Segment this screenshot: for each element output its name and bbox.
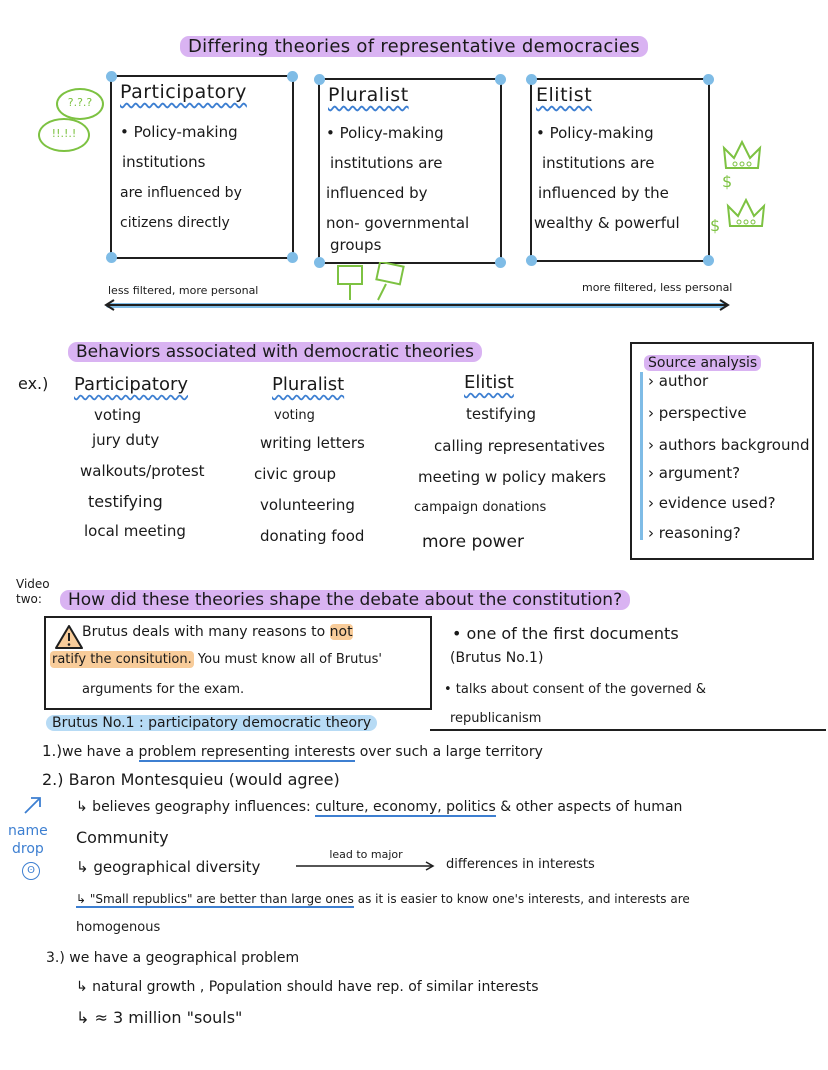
behavior-item: calling representatives	[434, 437, 605, 455]
behavior-heading-pluralist: Pluralist	[272, 374, 345, 395]
behavior-heading-participatory: Participatory	[74, 374, 189, 395]
source-analysis-item: › argument?	[648, 464, 741, 482]
theory-line: institutions are	[542, 154, 655, 172]
behavior-item: voting	[274, 408, 315, 423]
theory-line: influenced by the	[538, 184, 669, 202]
behavior-item: testifying	[88, 492, 163, 511]
theory-line: • Policy-making	[326, 124, 444, 142]
source-analysis-item: › authors background	[648, 436, 810, 454]
brutus-point-2-sub1: ↳ believes geography influences: culture, economy, politics & other aspects of human	[76, 799, 683, 815]
side-note: • talks about consent of the governed &	[444, 682, 707, 697]
behavior-item: campaign donations	[414, 500, 547, 515]
theory-title: Participatory	[120, 81, 247, 103]
behavior-item: donating food	[260, 527, 365, 545]
theory-line: groups	[330, 236, 382, 254]
warning-line-3: arguments for the exam.	[82, 682, 245, 697]
source-analysis-title: Source analysis	[644, 352, 761, 371]
source-analysis-item: › perspective	[648, 404, 747, 422]
behaviors-title: Behaviors associated with democratic theories	[68, 342, 482, 362]
ex-label: ex.)	[18, 374, 49, 393]
brutus-point-2-sub2-result: differences in interests	[446, 857, 595, 872]
name-drop-label: name drop	[8, 823, 48, 857]
video-label: Video two:	[16, 577, 50, 606]
speech-bubble-icon: !!.!.!	[38, 118, 90, 152]
source-analysis-rule	[640, 372, 643, 540]
spectrum-right-label: more filtered, less personal	[582, 281, 733, 294]
theory-box-participatory	[110, 75, 294, 259]
theory-line: wealthy & powerful	[534, 214, 680, 232]
brutus-point-3: 3.) we have a geographical problem	[46, 950, 300, 966]
crown-icon	[724, 198, 768, 234]
brutus-heading: Brutus No.1 : participatory democratic theory	[46, 712, 377, 731]
behavior-heading-elitist: Elitist	[464, 372, 514, 393]
behavior-item: voting	[94, 406, 142, 424]
source-analysis-item: › author	[648, 372, 709, 390]
behavior-item: volunteering	[260, 496, 355, 514]
arrow-up-right-icon	[22, 794, 44, 816]
theory-line: non- governmental	[326, 214, 470, 232]
theory-line: citizens directly	[120, 215, 230, 231]
theory-line: • Policy-making	[536, 124, 654, 142]
brutus-point-2-sub3-cont: homogenous	[76, 920, 161, 935]
theory-line: • Policy-making	[120, 123, 238, 141]
warning-box	[44, 616, 432, 710]
behavior-item: more power	[422, 532, 524, 552]
spectrum-left-label: less filtered, more personal	[108, 284, 259, 297]
warning-icon	[54, 624, 84, 650]
behavior-item: local meeting	[84, 522, 186, 540]
page-title: Differing theories of representative democracies	[180, 36, 648, 57]
brutus-point-2-sub2: ↳ geographical diversity	[76, 858, 261, 876]
theory-line: influenced by	[326, 184, 428, 202]
behavior-item: testifying	[466, 405, 537, 423]
theory-line: are influenced by	[120, 185, 242, 201]
theory-title: Elitist	[536, 84, 593, 106]
behavior-item: civic group	[254, 465, 337, 483]
brutus-point-2-sub3: ↳ "Small republics" are better than large ones as it is easier to know one's interests, and interests are	[76, 892, 690, 906]
arrow-right-icon	[296, 861, 436, 871]
dollar-icon: $	[710, 216, 721, 235]
behavior-item: jury duty	[92, 431, 160, 449]
speech-bubble-icon: ?.?.?	[56, 88, 104, 120]
lead-to-arrow: lead to major	[296, 848, 436, 871]
side-note: republicanism	[450, 711, 542, 726]
theory-box-pluralist	[318, 78, 502, 264]
brutus-point-1: 1.)we have a problem representing interests over such a large territory	[42, 742, 543, 760]
brutus-point-2: 2.) Baron Montesquieu (would agree)	[42, 770, 340, 789]
warning-line-1: Brutus deals with many reasons to not	[82, 624, 353, 640]
brutus-point-3-sub1: ↳ natural growth , Population should have rep. of similar interests	[76, 979, 539, 995]
source-analysis-item: › evidence used?	[648, 494, 776, 512]
brutus-point-2-sub1-cont: Community	[76, 828, 169, 847]
spectrum-arrow	[102, 298, 732, 312]
theory-line: institutions	[122, 153, 206, 171]
side-note: • one of the first documents	[452, 624, 679, 643]
source-analysis-item: › reasoning?	[648, 524, 741, 542]
behavior-item: walkouts/protest	[80, 462, 205, 480]
theory-title: Pluralist	[328, 84, 409, 106]
smiley-icon: ʘ	[22, 862, 40, 880]
theory-box-elitist	[530, 78, 710, 262]
divider	[430, 729, 826, 731]
warning-line-2: ratify the consitution. You must know all of Brutus'	[52, 652, 382, 667]
behavior-item: writing letters	[260, 434, 365, 452]
theory-line: institutions are	[330, 154, 443, 172]
behavior-item: meeting w policy makers	[418, 468, 607, 486]
brutus-point-3-sub2: ↳ ≈ 3 million "souls"	[76, 1008, 243, 1027]
source-analysis-box	[630, 342, 814, 560]
video-question: How did these theories shape the debate about the constitution?	[60, 590, 630, 610]
side-note: (Brutus No.1)	[450, 650, 544, 666]
dollar-icon: $	[722, 172, 733, 191]
